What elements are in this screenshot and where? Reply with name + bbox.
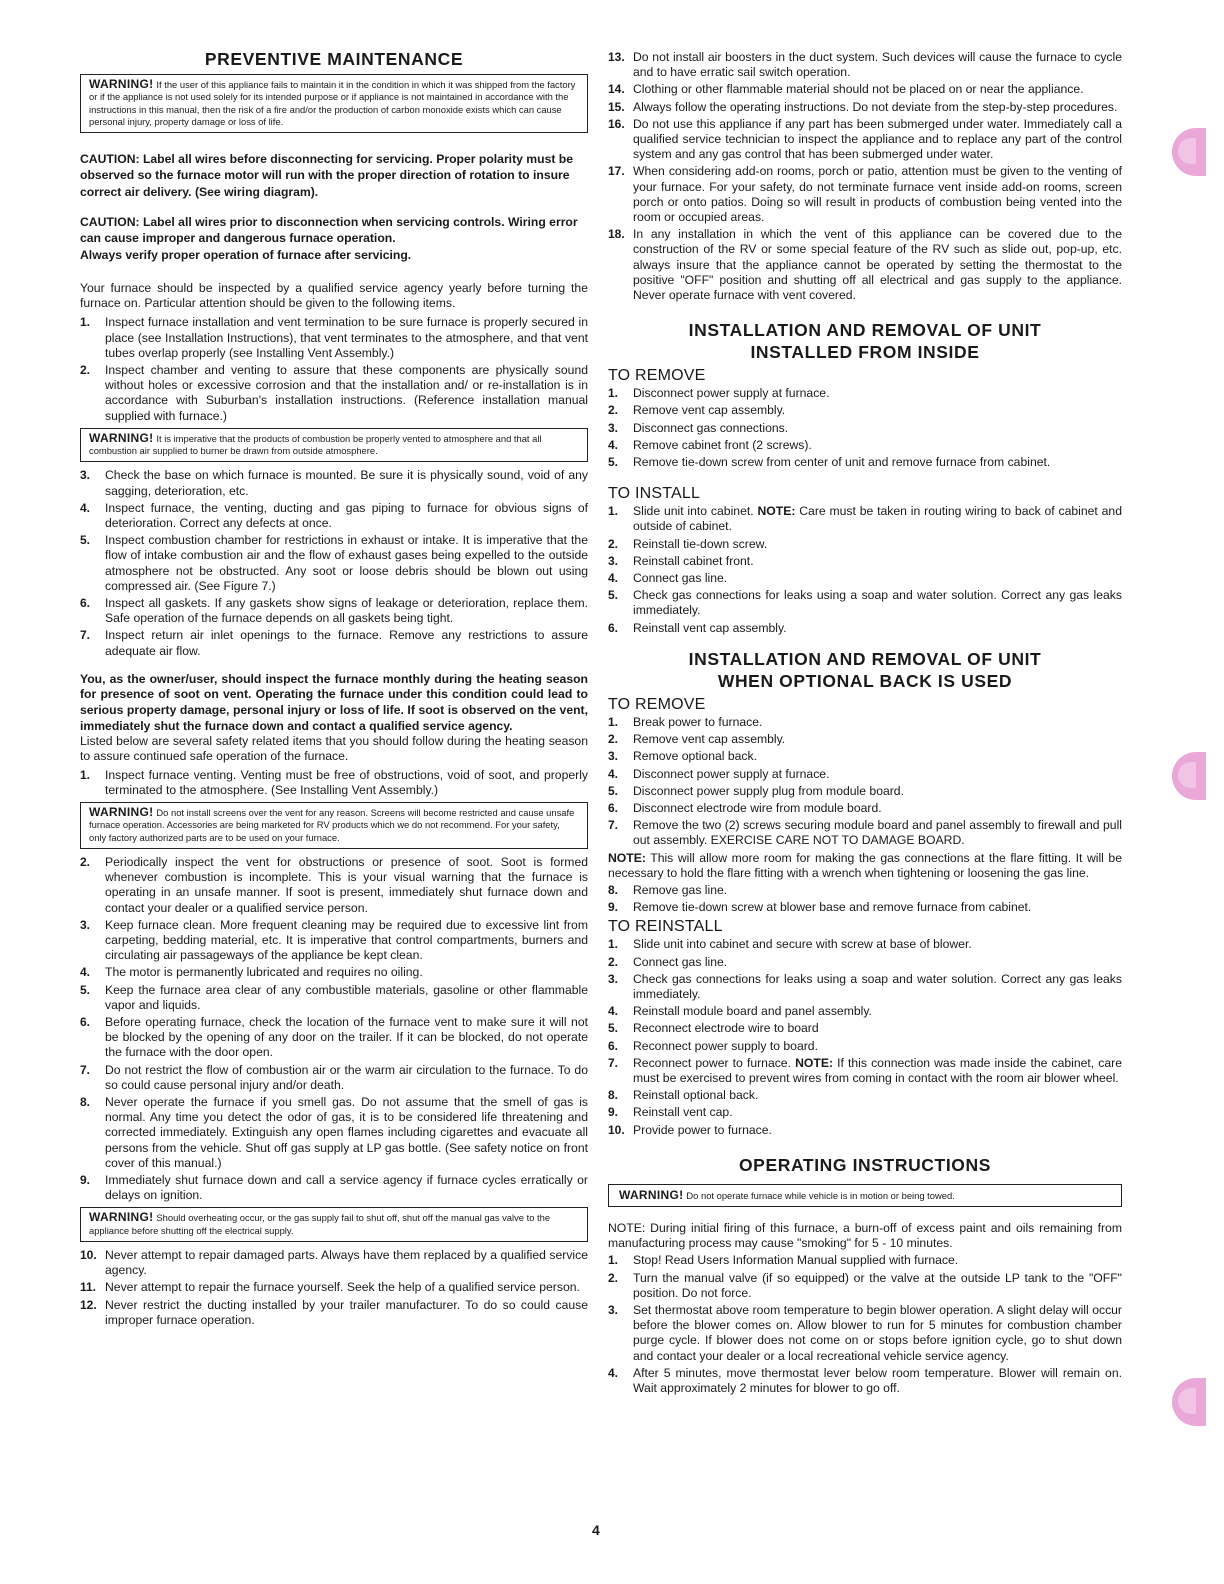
back-reinstall-list-cont [608, 1088, 1122, 1138]
list-item: 4. Reinstall module board and panel assembly. [608, 1004, 872, 1019]
safety-list-c [80, 1248, 588, 1328]
operating-instructions-title: OPERATING INSTRUCTIONS [738, 1154, 992, 1175]
warning-label: WARNING! [619, 1187, 684, 1202]
warning-label: WARNING! [89, 1210, 154, 1225]
list-item: 16. Do not use this appliance if any part has been submerged under water. Immediately call a qualified service technician to inspect the appliance and to replace any part of the control system and any gas control that has been submerged under water. [608, 116, 1122, 162]
inspection-list-a [80, 315, 588, 423]
page-tab-marker [1172, 752, 1206, 800]
safety-list-continued [608, 50, 1122, 303]
safety-list-b [80, 855, 588, 1203]
list-item: 5. Reconnect electrode wire to board [608, 1021, 819, 1036]
list-item: 13. Do not install air boosters in the duct system. Such devices will cause the furnace to cycle and to have erratic sail switch operation. [608, 50, 1122, 80]
list-item: 10. Provide power to furnace. [608, 1122, 772, 1137]
caution-polarity: CAUTION: Label all wires before disconnecting for servicing. Proper polarity must be observed so the furnace motor will run with the proper direction of rotation to insure correct air delivery. (See wiring diagram). [80, 152, 574, 199]
to-remove-heading: TO REMOVE [608, 695, 706, 713]
inspection-list-b [80, 468, 588, 658]
inside-remove-list [608, 386, 1122, 470]
list-item: 9. Immediately shut furnace down and call a service agency if furnace cycles erratically or delays on ignition. [80, 1172, 588, 1203]
list-item: 6. Reconnect power supply to board. [608, 1038, 818, 1053]
list-item: 1. Inspect furnace installation and vent termination to be sure furnace is properly secured in place (see Installation Instructions), that vent terminates to the atmosphere, and that vent tubes overlap properly (see Installing Vent Assembly.) [80, 315, 588, 360]
page-tab-marker [1172, 1378, 1206, 1426]
list-item: 5. Remove tie-down screw from center of unit and remove furnace from cabinet. [608, 455, 1051, 470]
list-item: 10. Never attempt to repair damaged parts. Always have them replaced by a qualified service agency. [80, 1247, 588, 1278]
list-item: 3. Keep furnace clean. More frequent cleaning may be required due to excessive lint from carpeting, bedding material, etc. It is imperative that control compartments, burners and circulating air passageways of the appliance be kept clean. [80, 917, 588, 963]
list-item: 5. Inspect combustion chamber for restrictions in exhaust or intake. It is imperative that the flow of intake combustion air and the flow of exhaust gases being expelled to the outside atmosphere not be obstructed. Any soot or loose debris should be blown out using compressed air. (See Figure 7.) [80, 533, 588, 593]
list-item: 1. Inspect furnace venting. Venting must be free of obstructions, void of soot, and properly terminated to the atmosphere. (See Installing Vent Assembly.) [80, 767, 588, 797]
to-remove-heading: TO REMOVE [608, 367, 706, 385]
list-item: 6. Before operating furnace, check the location of the furnace vent to make sure it will not be blocked by the opening of any door on the trailer. If it can be blocked, do not operate the furnace with the door open. [80, 1014, 588, 1060]
back-remove-list-cont [608, 883, 1122, 915]
optional-back-title: INSTALLATION AND REMOVAL OF UNIT WHEN OPTIONAL BACK IS USED [688, 648, 1042, 691]
preventive-maintenance-title: PREVENTIVE MAINTENANCE [204, 49, 464, 69]
list-item: 9. Remove tie-down screw at blower base and remove furnace from cabinet. [608, 900, 1032, 915]
safety-items-intro: Listed below are several safety related items that you should follow during the heating season to assure continued safe operation of the furnace. [80, 734, 588, 764]
list-item: 6. Disconnect electrode wire from module board. [608, 800, 882, 815]
list-item: 7. Remove the two (2) screws securing module board and panel assembly to firewall and pull out assembly. EXERCISE CARE NOT TO DAMAGE BOARD. [608, 818, 1122, 848]
warning-box-screens [80, 802, 588, 849]
flare-fitting-note: NOTE: This will allow more room for making the gas connections at the flare fitting. It will be necessary to hold the flare fitting with a wrench when tightening or loosening the gas line. [608, 850, 1122, 880]
list-item: 8. Reinstall optional back. [608, 1088, 759, 1103]
warning-label: WARNING! [89, 77, 154, 91]
list-item: 2. Remove vent cap assembly. [608, 732, 786, 747]
caution-wiring: CAUTION: Label all wires prior to disconnection when servicing controls. Wiring error can cause improper and dangerous furnace operation. Always verify proper operation of furnace after servicing. [80, 215, 578, 262]
list-item: 3. Check the base on which furnace is mounted. Be sure it is physically sound, void of any sagging, deterioration, etc. [80, 468, 588, 498]
list-item: 3. Remove optional back. [608, 749, 757, 764]
list-item: 2. Inspect chamber and venting to assure that these components are physically sound without holes or excessive corrosion and that the installation and/ or re-installation is in accordance with Suburban's installation instructions. (Reference installation manual supplied with furnace.) [80, 362, 588, 423]
inside-install-list-cont [608, 537, 1122, 636]
list-item: 7. Inspect return air inlet openings to the furnace. Remove any restrictions to assure adequate air flow. [80, 628, 588, 658]
list-item: 1. Slide unit into cabinet. NOTE: Care must be taken in routing wiring to back of cabinet and outside of cabinet. [608, 504, 1122, 534]
list-item: 8. Remove gas line. [608, 882, 728, 897]
list-item: 7. Do not restrict the flow of combustion air or the warm air circulation to the furnace. To do so could cause personal injury and/or death. [80, 1062, 588, 1092]
list-item: 3. Set thermostat above room temperature to begin blower operation. A slight delay will occur before the blower comes on. Allow blower to run for 5 minutes for combustion chamber purge cycle. If blower does not come on or stops before ignition cycle, go to shut down and contact your dealer or a local recreational vehicle service agency. [608, 1303, 1122, 1363]
back-remove-list [608, 715, 1122, 849]
list-item: 6. Inspect all gaskets. If any gaskets show signs of leakage or deterioration, replace them. Safe operation of the furnace depends on all gaskets being tight. [80, 596, 588, 626]
list-item: 2. Turn the manual valve (if so equipped) or the valve at the outside LP tank to the "OFF" position. Do not force. [608, 1270, 1122, 1300]
list-item: 3. Check gas connections for leaks using a soap and water solution. Correct any gas leaks immediately. [608, 971, 1122, 1001]
list-item: 15. Always follow the operating instructions. Do not deviate from the step-by-step procedures. [608, 99, 1118, 114]
warning-text: Do not install screens over the vent for any reason. Screens will become restricted and cause unsafe furnace operation. Accessories are being marketed for RV products which we do not recommend. For your safety, only factory authorized parts are to be used on your furnace. [89, 807, 575, 843]
inside-install-list [608, 504, 1122, 534]
list-item: 11. Never attempt to repair the furnace yourself. Seek the help of a qualified service person. [80, 1280, 580, 1295]
list-item: 2. Reinstall tie-down screw. [608, 536, 768, 551]
to-reinstall-heading: TO REINSTALL [608, 918, 723, 936]
list-item: 17. When considering add-on rooms, porch or patio, attention must be given to the venting of your furnace. For your safety, do not terminate furnace vent inside add-on rooms, screen porch or onto patios. Doing so will result in products of combustion being vented into the room or occupied areas. [608, 164, 1122, 225]
list-item: 3. Reinstall cabinet front. [608, 553, 754, 568]
operating-steps-list [608, 1253, 1122, 1396]
list-item: 4. Inspect furnace, the venting, ducting and gas piping to furnace for obvious signs of deterioration. Correct any defects at once. [80, 500, 588, 530]
left-column [80, 48, 588, 1330]
list-item: 4. The motor is permanently lubricated and requires no oiling. [80, 965, 423, 980]
list-item: 4. Remove cabinet front (2 screws). [608, 437, 812, 452]
list-item: 5. Disconnect power supply plug from module board. [608, 783, 904, 798]
list-item: 4. After 5 minutes, move thermostat lever below room temperature. Blower will remain on. Wait approximately 2 minutes for blower to go off. [608, 1365, 1122, 1396]
list-item: 6. Reinstall vent cap assembly. [608, 620, 787, 635]
back-reinstall-list [608, 937, 1122, 1053]
warning-box-combustion [80, 428, 588, 463]
owner-soot-warning: You, as the owner/user, should inspect the furnace monthly during the heating season for presence of soot on vent. Operating the furnace under this condition could lead to serious property damage, personal injury or loss of life. If soot is observed on the vent, immediately shut the furnace down and contact a qualified service agency. [80, 671, 588, 733]
safety-list-a [80, 768, 588, 798]
list-item: 14. Clothing or other flammable material should not be placed on or near the appliance. [608, 82, 1084, 97]
burn-off-note: NOTE: During initial firing of this furnace, a burn-off of excess paint and oils remaining from manufacturing process may cause "smoking" for 5 - 10 minutes. [608, 1221, 1122, 1251]
right-column [608, 50, 1122, 1398]
warning-text: Should overheating occur, or the gas supply fail to shut off, shut off the manual gas valve to the appliance before shutting off the electrical supply. [89, 1212, 551, 1236]
list-item: 2. Remove vent cap assembly. [608, 403, 786, 418]
back-reinstall-item-7 [608, 1056, 1122, 1086]
inside-install-title: INSTALLATION AND REMOVAL OF UNIT INSTALLED FROM INSIDE [688, 320, 1042, 363]
warning-label: WARNING! [89, 805, 154, 820]
list-item: 1. Stop! Read Users Information Manual supplied with furnace. [608, 1253, 959, 1268]
list-item: 1. Disconnect power supply at furnace. [608, 386, 830, 401]
list-item: 8. Never operate the furnace if you smell gas. Do not assume that the smell of gas is normal. Any time you detect the odor of gas, it is to be considered life threatening and corrected immediately. Extinguish any open flames including cigarettes and evacuate all persons from the vehicle. Shut off gas supply at LP gas bottle. (See safety notice on front cover of this manual.) [80, 1094, 588, 1170]
page-tab-marker [1172, 128, 1206, 176]
list-item: 9. Reinstall vent cap. [608, 1105, 733, 1120]
list-item: 5. Check gas connections for leaks using a soap and water solution. Correct any gas leaks immediately. [608, 588, 1122, 618]
list-item: 2. Periodically inspect the vent for obstructions or presence of soot. Soot is formed whenever combustion is incomplete. This is your visual warning that the furnace is operating in an unsafe manner. If soot is present, immediately shut furnace down and contact your dealer or a qualified service person. [80, 854, 588, 915]
list-item: 18. In any installation in which the vent of this appliance can be covered due to the construction of the RV or some special feature of the RV such as slide out, pop-up, etc. always insure that the appliance cannot be operated by setting the thermostat to the positive "OFF" position and shutting off all electrical and gas supply to the appliance. Never operate furnace with vent covered. [608, 227, 1122, 303]
warning-text: Do not operate furnace while vehicle is in motion or being towed. [686, 1189, 955, 1201]
list-item: 4. Connect gas line. [608, 571, 728, 586]
inspection-intro: Your furnace should be inspected by a qualified service agency yearly before turning the furnace on. Particular attention should be given to the following items. [80, 280, 588, 311]
warning-box-overheating [80, 1207, 588, 1242]
warning-text: If the user of this appliance fails to maintain it in the condition in which it was shipped from the factory or if the appliance is not used solely for its intended purpose or if appliance is not maintained in accordance with the instructions in this manual, then the risk of a fire and/or the production of carbon monoxide exists which can cause personal injury, property damage or loss of life. [89, 79, 576, 127]
warning-box-maintain [80, 74, 588, 133]
list-item: 2. Connect gas line. [608, 954, 728, 969]
warning-label: WARNING! [89, 430, 154, 445]
list-item: 5. Keep the furnace area clear of any combustible materials, gasoline or other flammable vapor and liquids. [80, 982, 588, 1012]
warning-text: It is imperative that the products of combustion be properly vented to atmosphere and that all combustion air supplied to burner be drawn from outside atmosphere. [89, 432, 542, 457]
warning-box-motion [608, 1184, 1122, 1207]
list-item: 1. Break power to furnace. [608, 714, 763, 729]
list-item: 1. Slide unit into cabinet and secure with screw at base of blower. [608, 937, 972, 952]
page-number: 4 [592, 1522, 600, 1538]
list-item: 4. Disconnect power supply at furnace. [608, 766, 830, 781]
to-install-heading: TO INSTALL [608, 485, 701, 503]
list-item: 3. Disconnect gas connections. [608, 420, 789, 435]
list-item: 12. Never restrict the ducting installed by your trailer manufacturer. To do so could cause improper furnace operation. [80, 1297, 588, 1327]
list-item: 7. Reconnect power to furnace. NOTE: If this connection was made inside the cabinet, care must be exercised to prevent wires from coming in contact with the room air blower wheel. [608, 1055, 1122, 1085]
